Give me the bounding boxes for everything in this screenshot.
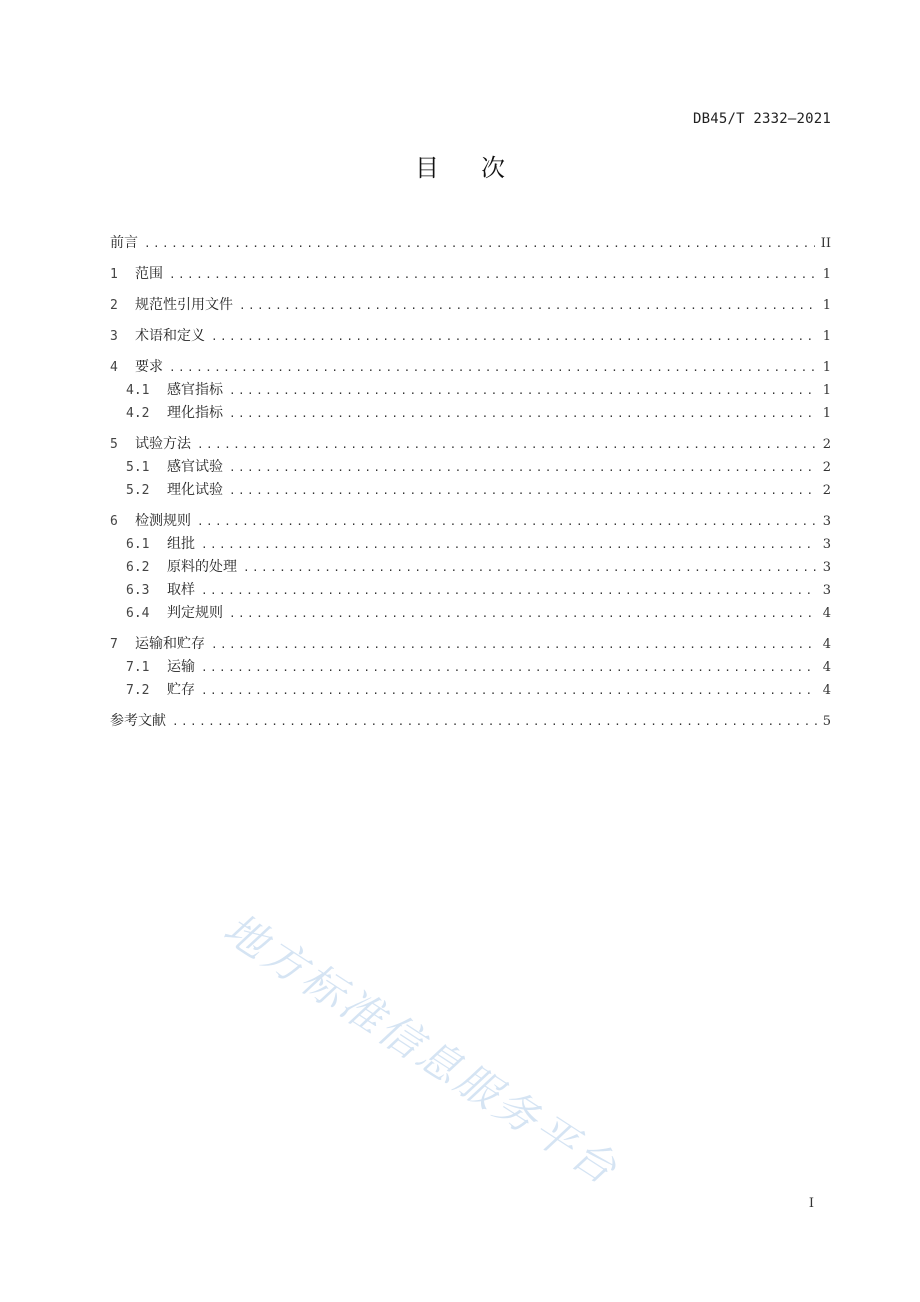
toc-entry-label: 取样 [167, 582, 195, 598]
toc-entry-number: 4 [110, 360, 118, 375]
toc-entry-page: 4 [822, 660, 831, 675]
toc-entry[interactable] [110, 232, 831, 255]
toc-entry-page: 1 [822, 267, 831, 282]
toc-entry-page: 3 [822, 583, 831, 598]
toc-entry-label: 试验方法 [135, 436, 191, 452]
toc-entry-number: 3 [110, 329, 118, 344]
document-code: DB45/T 2332—2021 [692, 111, 831, 127]
toc-leader-dots [211, 325, 817, 348]
toc-entry[interactable] [110, 710, 831, 733]
toc-entry[interactable] [110, 356, 831, 379]
toc-entry-page: 4 [822, 637, 831, 652]
toc-entry[interactable] [110, 556, 831, 579]
toc-entry-page: 4 [822, 683, 831, 698]
toc-entry-label: 要求 [135, 359, 163, 375]
toc-entry[interactable] [110, 602, 831, 625]
toc-leader-dots [229, 479, 817, 502]
toc-entry-label: 理化指标 [167, 405, 223, 421]
toc-leader-dots [201, 656, 817, 679]
toc-entry-page: 3 [822, 537, 831, 552]
toc-entry-number: 5.2 [126, 483, 150, 498]
toc-leader-dots [229, 402, 817, 425]
toc-entry[interactable] [110, 294, 831, 317]
toc-entry-page: 2 [822, 483, 831, 498]
toc-leader-dots [201, 533, 817, 556]
toc-title: 目次 [415, 154, 547, 182]
toc-entry-number: 2 [110, 298, 118, 313]
toc-entry-number: 6.1 [126, 537, 150, 552]
toc-entry[interactable] [110, 263, 831, 286]
toc-entry-page: 1 [822, 406, 831, 421]
toc-entry[interactable] [110, 533, 831, 556]
toc-entry-page: 4 [822, 606, 831, 621]
toc-entry-label: 运输 [167, 659, 195, 675]
toc-entry[interactable] [110, 656, 831, 679]
toc-entry-label: 组批 [167, 536, 195, 552]
toc-entry[interactable] [110, 379, 831, 402]
toc-entry-number: 5.1 [126, 460, 150, 475]
toc-entry-label: 规范性引用文件 [135, 297, 233, 313]
watermark: 地方标准信息服务平台 [215, 903, 628, 1196]
toc-leader-dots [197, 510, 817, 533]
toc-entry-label: 感官试验 [167, 459, 223, 475]
toc-entry[interactable] [110, 433, 831, 456]
toc-entry-number: 7 [110, 637, 118, 652]
toc-leader-dots [201, 579, 817, 602]
toc-entry-page: 2 [822, 460, 831, 475]
toc-entry-number: 6.4 [126, 606, 150, 621]
toc-entry-label: 理化试验 [167, 482, 223, 498]
toc-leader-dots [229, 602, 817, 625]
toc-entry-page: 1 [822, 298, 831, 313]
toc-leader-dots [201, 679, 817, 702]
toc-leader-dots [211, 633, 817, 656]
toc-entry-label: 贮存 [167, 682, 195, 698]
toc-leader-dots [197, 433, 817, 456]
toc-entry-page: 5 [822, 714, 831, 729]
toc-entry-label: 判定规则 [167, 605, 223, 621]
toc-entry-number: 6.3 [126, 583, 150, 598]
toc-entry-page: 1 [822, 329, 831, 344]
toc-entry-label: 感官指标 [167, 382, 223, 398]
toc-entry-number: 6 [110, 514, 118, 529]
toc-entry-number: 4.2 [126, 406, 150, 421]
toc-entry[interactable] [110, 633, 831, 656]
toc-entry-label: 检测规则 [135, 513, 191, 529]
toc-leader-dots [229, 379, 817, 402]
toc-entry-page: 1 [822, 383, 831, 398]
toc-entry-page: II [820, 236, 831, 251]
toc-entry-label: 原料的处理 [167, 559, 237, 575]
toc-leader-dots [229, 456, 817, 479]
toc-entry-page: 1 [822, 360, 831, 375]
toc-leader-dots [169, 356, 817, 379]
toc-entry-label: 范围 [135, 266, 163, 282]
toc-leader-dots [144, 232, 815, 255]
toc-leader-dots [169, 263, 817, 286]
toc-entry-label: 参考文献 [110, 713, 166, 729]
toc-leader-dots [239, 294, 817, 317]
toc-entry[interactable] [110, 325, 831, 348]
toc-entry-number: 5 [110, 437, 118, 452]
toc-entry-page: 3 [822, 560, 831, 575]
toc-entry-label: 运输和贮存 [135, 636, 205, 652]
toc-entry-page: 3 [822, 514, 831, 529]
toc-entry[interactable] [110, 479, 831, 502]
toc-leader-dots [172, 710, 817, 733]
toc-entry-label: 术语和定义 [135, 328, 205, 344]
toc-entry[interactable] [110, 579, 831, 602]
toc-leader-dots [243, 556, 817, 579]
toc-entry-page: 2 [822, 437, 831, 452]
toc-entry[interactable] [110, 402, 831, 425]
toc-entry-number: 7.1 [126, 660, 150, 675]
toc-entry-number: 1 [110, 267, 118, 282]
toc-entry-label: 前言 [110, 235, 138, 251]
toc-entry-number: 6.2 [126, 560, 150, 575]
toc-entry-number: 4.1 [126, 383, 150, 398]
toc-entry[interactable] [110, 510, 831, 533]
table-of-contents [110, 232, 831, 733]
toc-entry[interactable] [110, 679, 831, 702]
toc-entry[interactable] [110, 456, 831, 479]
page-number: I [808, 1196, 814, 1211]
toc-entry-number: 7.2 [126, 683, 150, 698]
